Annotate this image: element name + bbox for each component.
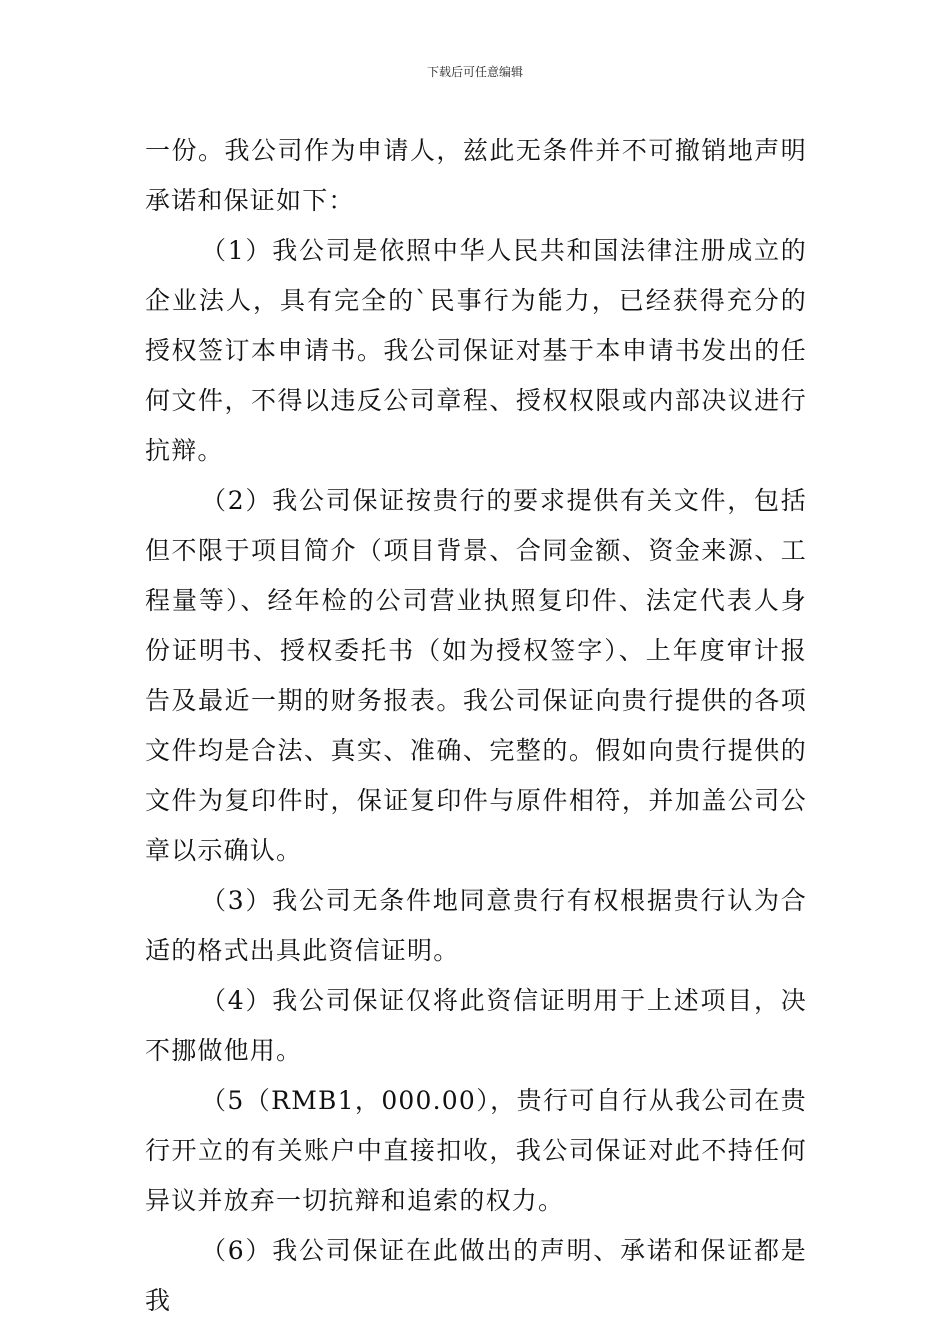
paragraph-clause-4: （4）我公司保证仅将此资信证明用于上述项目，决不挪做他用。 — [145, 986, 807, 1065]
document-body — [145, 126, 807, 1326]
paragraph-clause-6: （6）我公司保证在此做出的声明、承诺和保证都是我 — [145, 1236, 807, 1315]
paragraph-intro: 一份。我公司作为申请人，兹此无条件并不可撤销地声明承诺和保证如下： — [145, 136, 807, 215]
paragraph-clause-2: （2）我公司保证按贵行的要求提供有关文件，包括但不限于项目简介（项目背景、合同金额、资金来源、工程量等）、经年检的公司营业执照复印件、法定代表人身份证明书、授权委托书（如为授权签字）、上年度审计报告及最近一期的财务报表。我公司保证向贵行提供的各项文件均是合法、真实、准确、完整的。假如向贵行提供的文件为复印件时，保证复印件与原件相符，并加盖公司公章以示确认。 — [145, 486, 807, 865]
paragraph-clause-3: （3）我公司无条件地同意贵行有权根据贵行认为合适的格式出具此资信证明。 — [145, 886, 807, 965]
paragraph-clause-5: （5（RMB1，000.00），贵行可自行从我公司在贵行开立的有关账户中直接扣收，我公司保证对此不持任何异议并放弃一切抗辩和追索的权力。 — [145, 1086, 807, 1215]
paragraph-clause-1: （1）我公司是依照中华人民共和国法律注册成立的企业法人，具有完全的`民事行为能力，已经获得充分的授权签订本申请书。我公司保证对基于本申请书发出的任何文件，不得以违反公司章程、授权权限或内部决议进行抗辩。 — [145, 236, 807, 465]
page-header: 下载后可任意编辑 — [426, 65, 523, 79]
